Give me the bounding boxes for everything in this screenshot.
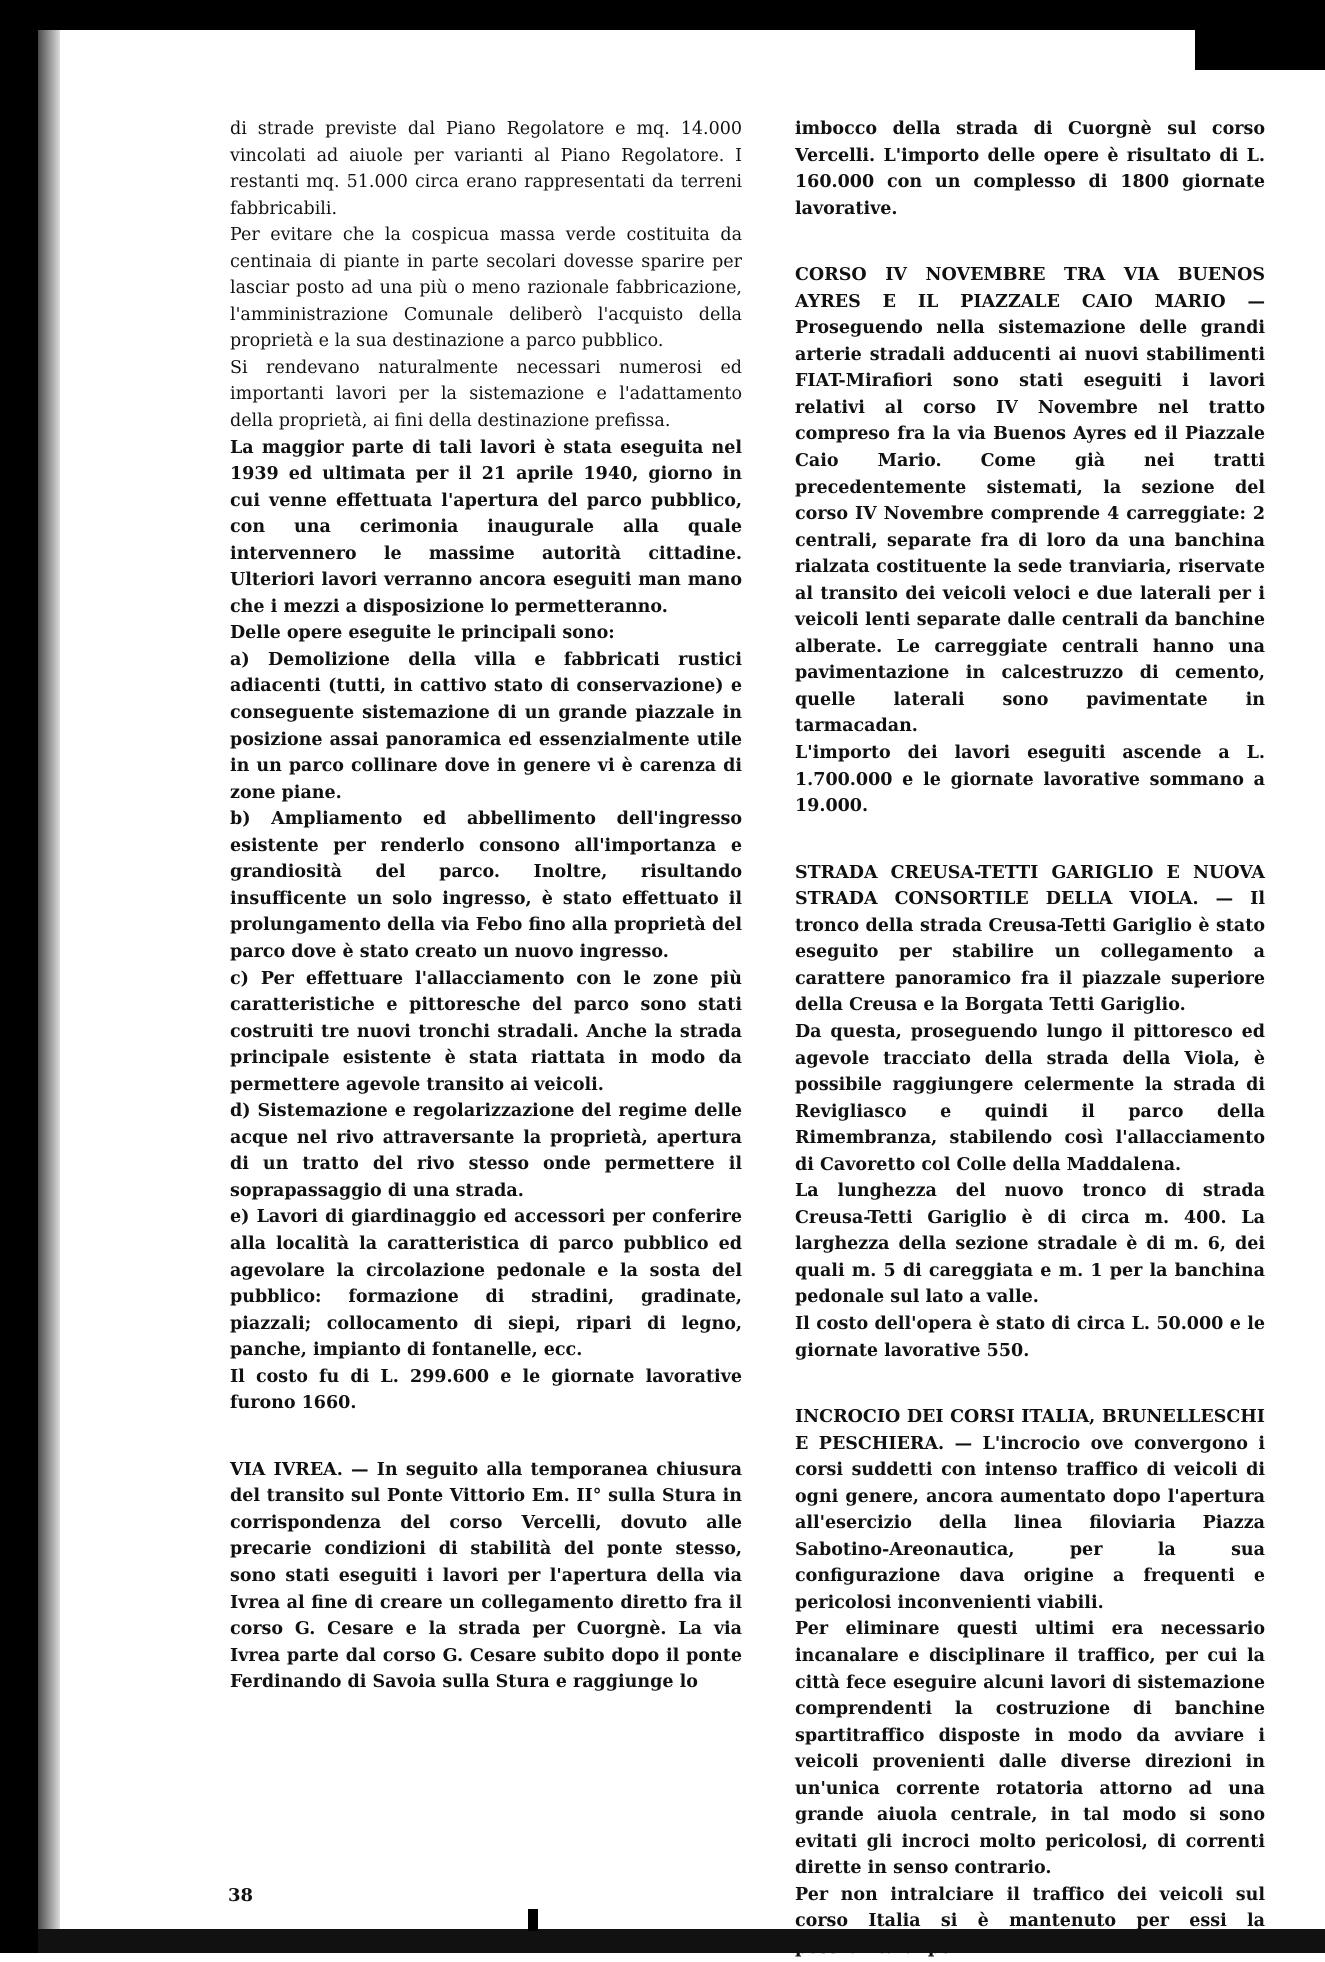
paragraph: L'importo dei lavori eseguiti ascende a L. 1.700.000 e le giornate lavorative sommano a 19.000. — [795, 743, 1265, 817]
paragraph: di strade previste dal Piano Regolatore e mq. 14.000 vincolati ad aiuole per varianti al Piano Regolatore. I restanti mq. 51.000 circa erano rappresentati da terreni fabbricabili. — [230, 119, 742, 219]
list-item-c: c) Per effettuare l'allacciamento con le zone più caratteristiche e pittoresche del parco sono stati costruiti tre nuovi tronchi stradali. Anche la strada principale esistente è stata riattata in modo da permettere agevole transito ai veicoli. — [230, 968, 742, 1095]
cost-paragraph: Il costo fu di L. 299.600 e le giornate lavorative furono 1660. — [230, 1366, 742, 1414]
paragraph: La lunghezza del nuovo tronco di strada Creusa-Tetti Gariglio è di circa m. 400. La larghezza della sezione stradale è di m. 6, dei quali m. 5 di careggiata e m. 1 per la banchina pedonale sul lato a valle. — [795, 1181, 1265, 1308]
paragraph: Per eliminare questi ultimi era necessario incanalare e disciplinare il traffico, per cui la città fece eseguire alcuni lavori di sistemazione comprendenti la costruzione di banchine spartitraffico disposte in modo da avviare i veicoli provenienti dalle diverse direzioni in un'unica corrente rotatoria attorno ad una grande aiuola centrale, in tal modo si sono evitati gli incroci molto pericolosi, di correnti dirette in senso contrario. — [795, 1619, 1265, 1879]
paragraph: Per evitare che la cospicua massa verde costituita da centinaia di piante in parte secolari dovesse sparire per lasciar posto ad una più o meno razionale fabbricazione, l'amministrazione Comunale deliberò l'acquisto della proprietà e la sua destinazione a parco pubblico. — [230, 225, 742, 352]
section-strada-creusa: STRADA CREUSA-TETTI GARIGLIO E NUOVA STRADA CONSORTILE DELLA VIOLA. — Il tronco della strada Creusa-Tetti Gariglio è stato eseguito per stabilire un collegamento a carattere panoramico fra il piazzale superiore della Creusa e la Borgata Tetti Gariglio. — [795, 862, 1265, 1016]
paragraph: La maggior parte di tali lavori è stata eseguita nel 1939 ed ultimata per il 21 aprile 1940, giorno in cui venne effettuata l'apertura del parco pubblico, con una cerimonia inaugurale alla quale intervennero le massime autorità cittadine. Ulteriori lavori verranno ancora eseguiti man mano che i mezzi a disposizione lo permetteranno. — [230, 437, 742, 617]
paragraph: Delle opere eseguite le principali sono: — [230, 623, 615, 644]
paragraph: Per non intralciare il traffico dei veicoli sul corso Italia si è mantenuto per essi la possibilità di per- — [795, 1884, 1265, 1958]
paragraph: imbocco della strada di Cuorgnè sul corso Vercelli. L'importo delle opere è risultato di L. 160.000 con un complesso di 1800 giornate lavorative. — [795, 119, 1265, 219]
scan-top-right-notch — [1195, 22, 1325, 70]
paragraph: Si rendevano naturalmente necessari numerosi ed importanti lavori per la sistemazione e l'adattamento della proprietà, ai fini della destinazione prefissa. — [230, 357, 742, 432]
section-corso-iv-novembre: CORSO IV NOVEMBRE TRA VIA BUENOS AYRES E IL PIAZZALE CAIO MARIO — Proseguendo nella sistemazione delle grandi arterie stradali adducenti ai nuovi stabilimenti FIAT-Mirafiori sono stati eseguiti i lavori relativi al corso IV Novembre nel tratto compreso fra la via Buenos Ayres ed il Piazzale Caio Mario. Come già nei tratti precedentemente sistemati, la sezione del corso IV Novembre comprende 4 carreggiate: 2 centrali, separate fra di loro da una banchina rialzata costituente la sede tranviaria, riservate al transito dei veicoli veloci e due laterali per i veicoli lenti separate dalle centrali da banchine alberate. Le carreggiate centrali hanno una pavimentazione in calcestruzzo di cemento, quelle laterali sono pavimentate in tarmacadan. — [795, 265, 1265, 737]
scan-top-border — [0, 0, 1325, 30]
left-column — [230, 116, 742, 1696]
right-column — [795, 116, 1265, 1962]
paragraph: Da questa, proseguendo lungo il pittoresco ed agevole tracciato della strada della Viola, è possibile raggiungere celermente la strada di Revigliasco e quindi il parco della Rimembranza, stabilendo così l'allacciamento di Cavoretto col Colle della Maddalena. — [795, 1021, 1265, 1175]
section-incrocio: INCROCIO DEI CORSI ITALIA, BRUNELLESCHI E PESCHIERA. — L'incrocio ove convergono i corsi suddetti con intenso traffico di veicoli di ogni genere, ancora aumentato dopo l'apertura all'esercizio della linea filoviaria Piazza Sabotino-Areonautica, per la sua configurazione dava origine a frequenti e pericolosi inconvenienti viabili. — [795, 1407, 1265, 1613]
scan-left-border — [0, 0, 38, 1953]
list-item-a: a) Demolizione della villa e fabbricati rustici adiacenti (tutti, in cattivo stato di conservazione) e conseguente sistemazione di un grande piazzale in posizione assai panoramica ed essenzialmente utile in un parco collinare dove in genere vi è carenza di zone piane. — [230, 649, 742, 803]
page-number: 38 — [228, 1885, 254, 1906]
scan-bottom-mark — [528, 1909, 538, 1931]
list-item-b: b) Ampliamento ed abbellimento dell'ingresso esistente per renderlo consono all'importanza e grandiosità del parco. Inoltre, risultando insufficente un solo ingresso, è stato effettuato il prolungamento della via Febo fino alla proprietà del parco dove è stato creato un nuovo ingresso. — [230, 809, 742, 962]
list-item-e: e) Lavori di giardinaggio ed accessori per conferire alla località la caratteristica di parco pubblico ed agevolare la circolazione pedonale e la sosta del pubblico: formazione di stradini, gradinate, piazzali; collocamento di siepi, ripari di legno, panche, impianto di fontanelle, ecc. — [230, 1207, 742, 1361]
list-item-d: d) Sistemazione e regolarizzazione del regime delle acque nel rivo attraversante la proprietà, apertura di un tratto del rivo stesso onde permettere il soprapassaggio di una strada. — [230, 1101, 742, 1201]
scan-left-shadow — [38, 30, 60, 1953]
paragraph: Il costo dell'opera è stato di circa L. 50.000 e le giornate lavorative 550. — [795, 1313, 1265, 1361]
section-via-ivrea: VIA IVREA. — In seguito alla temporanea chiusura del transito sul Ponte Vittorio Em. II° sulla Stura in corrispondenza del corso Vercelli, dovuto alle precarie condizioni di stabilità del ponte stesso, sono stati eseguiti i lavori per l'apertura della via Ivrea al fine di creare un collegamento diretto fra il corso G. Cesare e la strada per Cuorgnè. La via Ivrea parte dal corso G. Cesare subito dopo il ponte Ferdinando di Savoia sulla Stura e raggiunge lo — [230, 1459, 742, 1693]
